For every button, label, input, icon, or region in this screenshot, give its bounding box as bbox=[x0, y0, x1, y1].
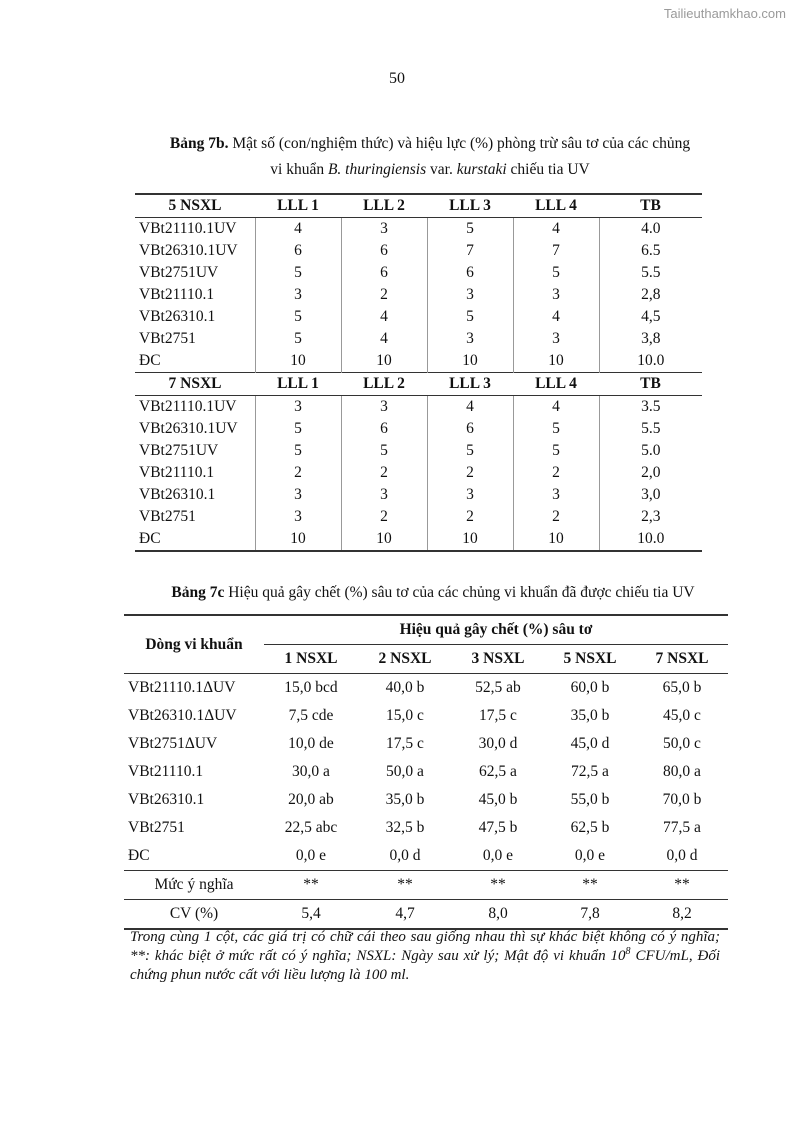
watermark: Tailieuthamkhao.com bbox=[663, 6, 786, 21]
table-row bbox=[135, 350, 702, 373]
value-cell: 5 bbox=[427, 306, 513, 328]
value-cell: 10,0 de bbox=[288, 735, 334, 752]
value-cell: 10 bbox=[255, 528, 341, 551]
value-cell: 8,2 bbox=[636, 900, 728, 930]
value-cell: 4.0 bbox=[641, 220, 661, 237]
value-cell: 6.5 bbox=[641, 242, 661, 259]
value-cell: 52,5 ab bbox=[475, 679, 521, 696]
table-row bbox=[135, 484, 702, 506]
value-cell: 2,3 bbox=[641, 508, 661, 525]
value-cell: 5 bbox=[427, 218, 513, 241]
value-cell: ** bbox=[636, 871, 728, 900]
strain-cell: VBt2751 bbox=[135, 506, 255, 528]
value-cell: 4 bbox=[341, 306, 427, 328]
column-header: TB bbox=[599, 194, 702, 218]
value-cell: 3 bbox=[513, 284, 599, 306]
table-row bbox=[124, 730, 728, 758]
value-cell: 10 bbox=[513, 528, 599, 551]
value-cell: 3 bbox=[255, 396, 341, 419]
value-cell: 3 bbox=[255, 484, 341, 506]
strain-cell: VBt2751 bbox=[128, 819, 185, 836]
table-row bbox=[124, 674, 728, 703]
value-cell: 35,0 b bbox=[570, 707, 610, 724]
strain-cell: VBt26310.1 bbox=[128, 791, 205, 808]
sig-row bbox=[124, 871, 728, 900]
value-cell: 3,0 bbox=[641, 486, 661, 503]
value-cell: 30,0 d bbox=[478, 735, 518, 752]
value-cell: 45,0 b bbox=[478, 791, 518, 808]
value-cell: 0,0 d bbox=[666, 847, 698, 864]
value-cell: 0,0 d bbox=[389, 847, 421, 864]
value-cell: 60,0 b bbox=[570, 679, 610, 696]
value-cell: 50,0 c bbox=[663, 735, 701, 752]
value-cell: 10 bbox=[341, 528, 427, 551]
value-cell: 10.0 bbox=[637, 352, 665, 369]
value-cell: 5.5 bbox=[641, 420, 661, 437]
value-cell: 2 bbox=[255, 462, 341, 484]
column-header: LLL 4 bbox=[513, 194, 599, 218]
strain-cell: Mức ý nghĩa bbox=[124, 871, 264, 900]
value-cell: 65,0 b bbox=[662, 679, 702, 696]
table-7c-label: Bảng 7c bbox=[171, 584, 225, 601]
value-cell: 10 bbox=[513, 350, 599, 373]
value-cell: 5 bbox=[513, 262, 599, 284]
value-cell: 55,0 b bbox=[570, 791, 610, 808]
strain-cell: ĐC bbox=[135, 528, 255, 551]
value-cell: 6 bbox=[427, 418, 513, 440]
footnote-exponent: 8 bbox=[625, 946, 631, 957]
value-cell: 5 bbox=[513, 440, 599, 462]
strain-cell: CV (%) bbox=[124, 900, 264, 930]
table-row bbox=[135, 284, 702, 306]
value-cell: 6 bbox=[341, 418, 427, 440]
value-cell: ** bbox=[358, 871, 452, 900]
value-cell: 2 bbox=[341, 284, 427, 306]
value-cell: 4 bbox=[427, 396, 513, 419]
group-header: Hiệu quả gây chết (%) sâu tơ bbox=[264, 615, 728, 645]
strain-cell: VBt2751 bbox=[135, 328, 255, 350]
value-cell: 6 bbox=[341, 240, 427, 262]
value-cell: 3 bbox=[341, 396, 427, 419]
value-cell: 6 bbox=[341, 262, 427, 284]
strain-cell: VBt21110.1 bbox=[135, 284, 255, 306]
value-cell: 80,0 a bbox=[663, 763, 701, 780]
value-cell: 5 bbox=[427, 440, 513, 462]
column-header: LLL 2 bbox=[341, 194, 427, 218]
column-header: 7 NSXL bbox=[636, 645, 728, 674]
value-cell: ** bbox=[544, 871, 636, 900]
column-header: 5 NSXL bbox=[544, 645, 636, 674]
strain-cell: VBt21110.1UV bbox=[135, 218, 255, 241]
value-cell: 77,5 a bbox=[663, 819, 701, 836]
value-cell: 3 bbox=[341, 484, 427, 506]
value-cell: 0,0 e bbox=[574, 847, 606, 864]
row-header: Dòng vi khuẩn bbox=[124, 615, 264, 674]
value-cell: 3 bbox=[255, 284, 341, 306]
caption-text: vi khuẩn bbox=[270, 161, 328, 178]
variety-name: kurstaki bbox=[456, 161, 507, 178]
value-cell: 3 bbox=[513, 484, 599, 506]
value-cell: 2,8 bbox=[641, 286, 661, 303]
strain-cell: VBt26310.1UV bbox=[135, 418, 255, 440]
table-7c-caption bbox=[118, 580, 748, 606]
value-cell: 2 bbox=[427, 506, 513, 528]
value-cell: 5 bbox=[255, 328, 341, 350]
value-cell: 10 bbox=[427, 528, 513, 551]
value-cell: 40,0 b bbox=[385, 679, 425, 696]
footnote-text: CFU/mL, Đối chứng phun nước cất với liều lượng là 100 ml. bbox=[130, 948, 721, 983]
value-cell: ** bbox=[264, 871, 358, 900]
column-header: 2 NSXL bbox=[358, 645, 452, 674]
caption-text: Hiệu quả gây chết (%) sâu tơ của các chủng vi khuẩn đã được chiếu tia UV bbox=[224, 584, 695, 601]
value-cell: 2 bbox=[513, 506, 599, 528]
value-cell: 7 bbox=[513, 240, 599, 262]
value-cell: 3 bbox=[427, 284, 513, 306]
column-header: TB bbox=[599, 373, 702, 396]
column-header: 1 NSXL bbox=[264, 645, 358, 674]
column-header: 7 NSXL bbox=[135, 373, 255, 396]
value-cell: 4 bbox=[341, 328, 427, 350]
value-cell: 15,0 c bbox=[386, 707, 424, 724]
value-cell: 45,0 d bbox=[570, 735, 610, 752]
value-cell: 4,7 bbox=[358, 900, 452, 930]
value-cell: 3 bbox=[513, 328, 599, 350]
value-cell: 30,0 a bbox=[292, 763, 330, 780]
value-cell: 2 bbox=[341, 462, 427, 484]
column-header: 5 NSXL bbox=[135, 194, 255, 218]
table-row bbox=[135, 396, 702, 419]
species-name: B. thuringiensis bbox=[327, 161, 427, 178]
table-row bbox=[124, 702, 728, 730]
value-cell: 3,8 bbox=[641, 330, 661, 347]
value-cell: 5 bbox=[255, 440, 341, 462]
column-header: LLL 3 bbox=[427, 194, 513, 218]
strain-cell: VBt21110.1 bbox=[128, 763, 204, 780]
value-cell: 32,5 b bbox=[385, 819, 425, 836]
column-header: LLL 3 bbox=[427, 373, 513, 396]
value-cell: 7 bbox=[427, 240, 513, 262]
table-7b-body bbox=[135, 194, 702, 551]
caption-text: Mật số (con/nghiệm thức) và hiệu lực (%) phòng trừ sâu tơ của các chủng bbox=[228, 135, 691, 152]
table-7b bbox=[135, 193, 702, 552]
table-row bbox=[135, 218, 702, 241]
value-cell: 17,5 c bbox=[386, 735, 424, 752]
strain-cell: VBt21110.1UV bbox=[135, 396, 255, 419]
table-row bbox=[124, 842, 728, 871]
table-row bbox=[135, 528, 702, 551]
table-7c-body bbox=[124, 674, 728, 930]
column-header: 3 NSXL bbox=[452, 645, 544, 674]
value-cell: 3.5 bbox=[641, 398, 661, 415]
value-cell: 8,0 bbox=[452, 900, 544, 930]
table-row bbox=[135, 328, 702, 350]
strain-cell: VBt26310.1ΔUV bbox=[128, 707, 237, 724]
table-row bbox=[135, 262, 702, 284]
column-header: LLL 2 bbox=[341, 373, 427, 396]
strain-cell: ĐC bbox=[128, 847, 150, 864]
table-7b-caption bbox=[120, 131, 740, 183]
value-cell: 0,0 e bbox=[482, 847, 514, 864]
value-cell: 10 bbox=[427, 350, 513, 373]
value-cell: 5 bbox=[341, 440, 427, 462]
footnote-text: Trong cùng 1 cột, các giá trị có chữ cái theo sau giống nhau thì sự khác biệt không có ý nghĩa; **: khác biệt ở mức rất có ý nghĩa; NSXL: Ngày sau xử lý; Mật độ vi khuẩn 10 bbox=[130, 929, 720, 964]
column-header: LLL 4 bbox=[513, 373, 599, 396]
value-cell: 2,0 bbox=[641, 464, 661, 481]
value-cell: 20,0 ab bbox=[288, 791, 334, 808]
strain-cell: VBt26310.1 bbox=[135, 484, 255, 506]
value-cell: 3 bbox=[427, 328, 513, 350]
value-cell: 15,0 bcd bbox=[284, 679, 338, 696]
value-cell: 7,5 cde bbox=[288, 707, 334, 724]
table-7c bbox=[124, 614, 728, 930]
caption-text: chiếu tia UV bbox=[506, 161, 590, 178]
strain-cell: ĐC bbox=[135, 350, 255, 373]
table-row bbox=[135, 440, 702, 462]
strain-cell: VBt26310.1UV bbox=[135, 240, 255, 262]
value-cell: 0,0 e bbox=[295, 847, 327, 864]
value-cell: 2 bbox=[513, 462, 599, 484]
page-number: 50 bbox=[389, 70, 405, 87]
value-cell: 47,5 b bbox=[478, 819, 518, 836]
value-cell: 4 bbox=[513, 396, 599, 419]
table-7b-header-row bbox=[135, 373, 702, 396]
value-cell: 72,5 a bbox=[571, 763, 609, 780]
table-row bbox=[135, 240, 702, 262]
value-cell: 3 bbox=[341, 218, 427, 241]
value-cell: 6 bbox=[427, 262, 513, 284]
strain-cell: VBt2751UV bbox=[135, 440, 255, 462]
column-header: LLL 1 bbox=[255, 373, 341, 396]
value-cell: 22,5 abc bbox=[284, 819, 338, 836]
caption-text: var. bbox=[426, 161, 457, 178]
value-cell: 4 bbox=[255, 218, 341, 241]
value-cell: 50,0 a bbox=[386, 763, 424, 780]
value-cell: 3 bbox=[255, 506, 341, 528]
table-row bbox=[135, 462, 702, 484]
strain-cell: VBt21110.1ΔUV bbox=[128, 679, 236, 696]
table-row bbox=[135, 418, 702, 440]
value-cell: 62,5 b bbox=[570, 819, 610, 836]
value-cell: 5 bbox=[255, 262, 341, 284]
value-cell: 4 bbox=[513, 218, 599, 241]
value-cell: 5.0 bbox=[641, 442, 661, 459]
strain-cell: VBt2751ΔUV bbox=[128, 735, 218, 752]
value-cell: 4,5 bbox=[641, 308, 661, 325]
table-row bbox=[124, 814, 728, 842]
value-cell: 70,0 b bbox=[662, 791, 702, 808]
strain-cell: VBt2751UV bbox=[135, 262, 255, 284]
table-row bbox=[135, 506, 702, 528]
table-7b-header-row bbox=[135, 194, 702, 218]
cv-row bbox=[124, 900, 728, 930]
value-cell: 3 bbox=[427, 484, 513, 506]
value-cell: 10.0 bbox=[599, 528, 702, 551]
value-cell: 45,0 c bbox=[663, 707, 701, 724]
table-7b-label: Bảng 7b. bbox=[169, 135, 229, 152]
value-cell: 62,5 a bbox=[479, 763, 517, 780]
table-row bbox=[135, 306, 702, 328]
value-cell: 10 bbox=[255, 350, 341, 373]
value-cell: 7,8 bbox=[544, 900, 636, 930]
strain-cell: VBt26310.1 bbox=[135, 306, 255, 328]
strain-cell: VBt21110.1 bbox=[135, 462, 255, 484]
value-cell: 35,0 b bbox=[385, 791, 425, 808]
column-header: LLL 1 bbox=[255, 194, 341, 218]
value-cell: ** bbox=[452, 871, 544, 900]
value-cell: 5.5 bbox=[641, 264, 661, 281]
value-cell: 5 bbox=[513, 418, 599, 440]
footnote bbox=[130, 928, 720, 985]
table-row bbox=[124, 786, 728, 814]
value-cell: 5,4 bbox=[264, 900, 358, 930]
value-cell: 17,5 c bbox=[479, 707, 517, 724]
value-cell: 4 bbox=[513, 306, 599, 328]
value-cell: 5 bbox=[255, 418, 341, 440]
table-row bbox=[124, 758, 728, 786]
value-cell: 2 bbox=[427, 462, 513, 484]
value-cell: 6 bbox=[255, 240, 341, 262]
value-cell: 10 bbox=[341, 350, 427, 373]
value-cell: 2 bbox=[341, 506, 427, 528]
value-cell: 5 bbox=[255, 306, 341, 328]
